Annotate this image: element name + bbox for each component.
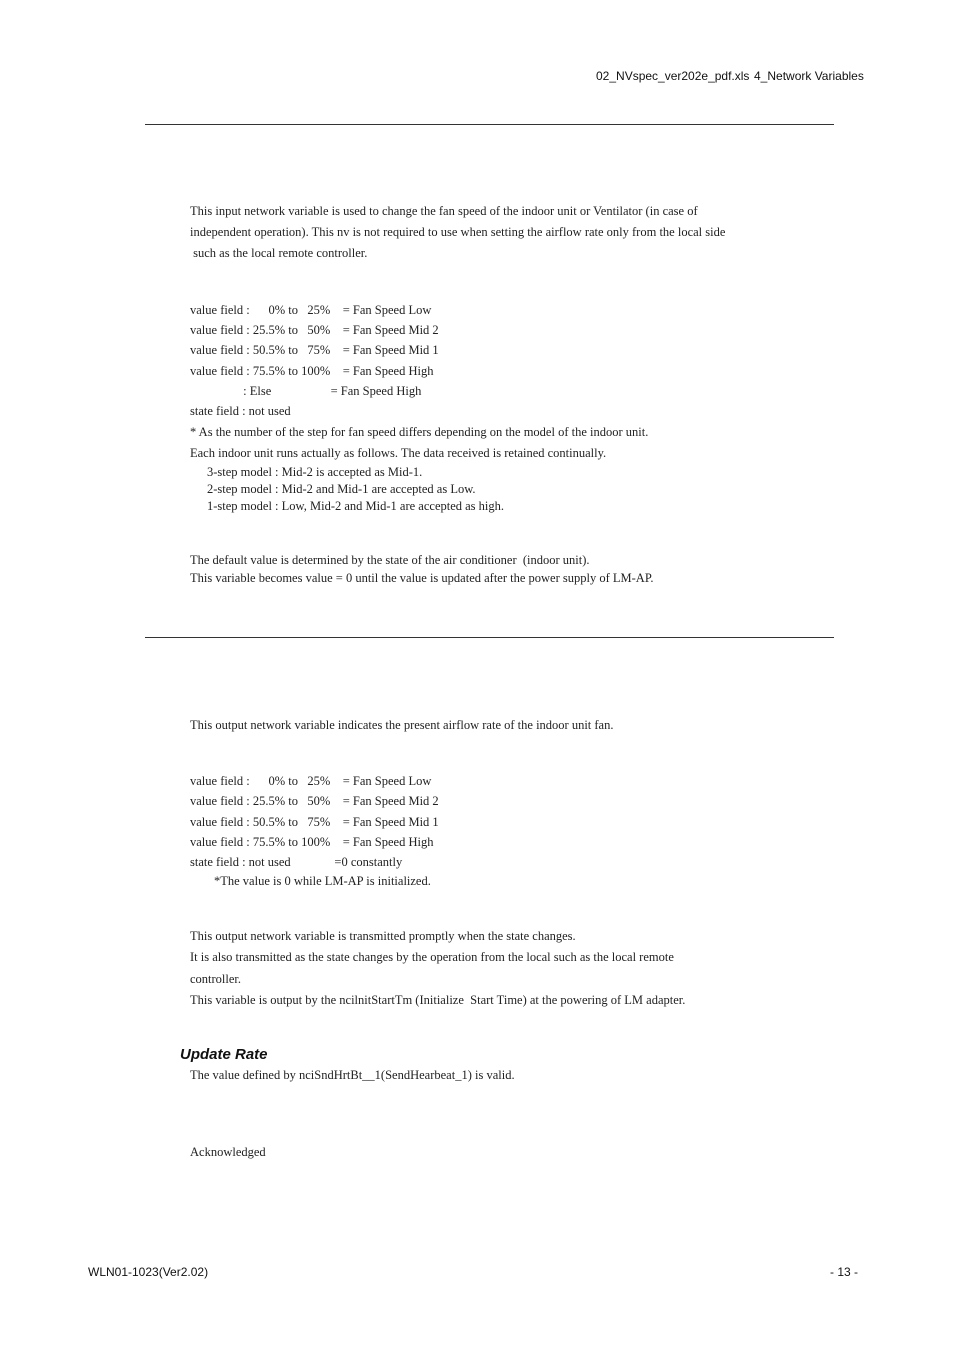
section1-value-line: value field : 75.5% to 100% = Fan Speed High xyxy=(190,364,434,378)
section2-value-line: state field : not used =0 constantly xyxy=(190,855,403,869)
section2-value-line: value field : 0% to 25% = Fan Speed Low xyxy=(190,774,432,788)
section2-transmit-line: controller. xyxy=(190,972,242,986)
section2-init-note: *The value is 0 while LM-AP is initialized. xyxy=(214,874,431,888)
section1-default-line: The default value is determined by the state of the air conditioner (indoor unit). xyxy=(190,553,590,567)
section1-default-line: This variable becomes value = 0 until the value is updated after the power supply of LM-AP. xyxy=(190,571,654,585)
section1-note-line: * As the number of the step for fan speed differs depending on the model of the indoor unit. xyxy=(190,425,649,439)
footer-doc-id: WLN01-1023(Ver2.02) xyxy=(88,1265,209,1279)
section2-description: This output network variable indicates the present airflow rate of the indoor unit fan. xyxy=(190,718,614,732)
header-sheet-name: 4_Network Variables xyxy=(754,69,864,83)
section2-transmit-line: This variable is output by the ncilnitStartTm (Initialize Start Time) at the powering of LM adapter. xyxy=(190,993,686,1007)
section1-description-line: This input network variable is used to change the fan speed of the indoor unit or Ventilator (in case of xyxy=(190,204,698,218)
update-rate-heading: Update Rate xyxy=(180,1046,268,1063)
section2-value-line: value field : 50.5% to 75% = Fan Speed Mid 1 xyxy=(190,815,439,829)
section2-transmit-line: This output network variable is transmitted promptly when the state changes. xyxy=(190,929,576,943)
section1-description-line: such as the local remote controller. xyxy=(190,246,368,260)
section1-value-line: value field : 25.5% to 50% = Fan Speed Mid 2 xyxy=(190,323,439,337)
section-divider-middle xyxy=(145,637,834,638)
section1-model-line: 1-step model : Low, Mid-2 and Mid-1 are accepted as high. xyxy=(207,499,505,513)
section-divider-top xyxy=(145,124,834,125)
section1-value-line: : Else = Fan Speed High xyxy=(190,384,422,398)
section1-note-line: Each indoor unit runs actually as follows. The data received is retained continually. xyxy=(190,446,607,460)
section1-value-line: value field : 50.5% to 75% = Fan Speed Mid 1 xyxy=(190,343,439,357)
section1-model-line: 2-step model : Mid-2 and Mid-1 are accepted as Low. xyxy=(207,482,476,496)
section1-description-line: independent operation). This nv is not required to use when setting the airflow rate only from the local side xyxy=(190,225,726,239)
header-filename: 02_NVspec_ver202e_pdf.xls xyxy=(596,69,750,83)
section2-value-line: value field : 75.5% to 100% = Fan Speed High xyxy=(190,835,434,849)
section1-model-line: 3-step model : Mid-2 is accepted as Mid-1. xyxy=(207,465,423,479)
section2-value-line: value field : 25.5% to 50% = Fan Speed Mid 2 xyxy=(190,794,439,808)
section2-transmit-line: It is also transmitted as the state changes by the operation from the local such as the local remote xyxy=(190,950,674,964)
footer-page-number: - 13 - xyxy=(830,1265,859,1279)
section1-value-line: state field : not used xyxy=(190,404,291,418)
update-rate-text: The value defined by nciSndHrtBt__1(SendHearbeat_1) is valid. xyxy=(190,1068,515,1082)
section1-value-line: value field : 0% to 25% = Fan Speed Low xyxy=(190,303,432,317)
acknowledged-text: Acknowledged xyxy=(190,1145,266,1159)
